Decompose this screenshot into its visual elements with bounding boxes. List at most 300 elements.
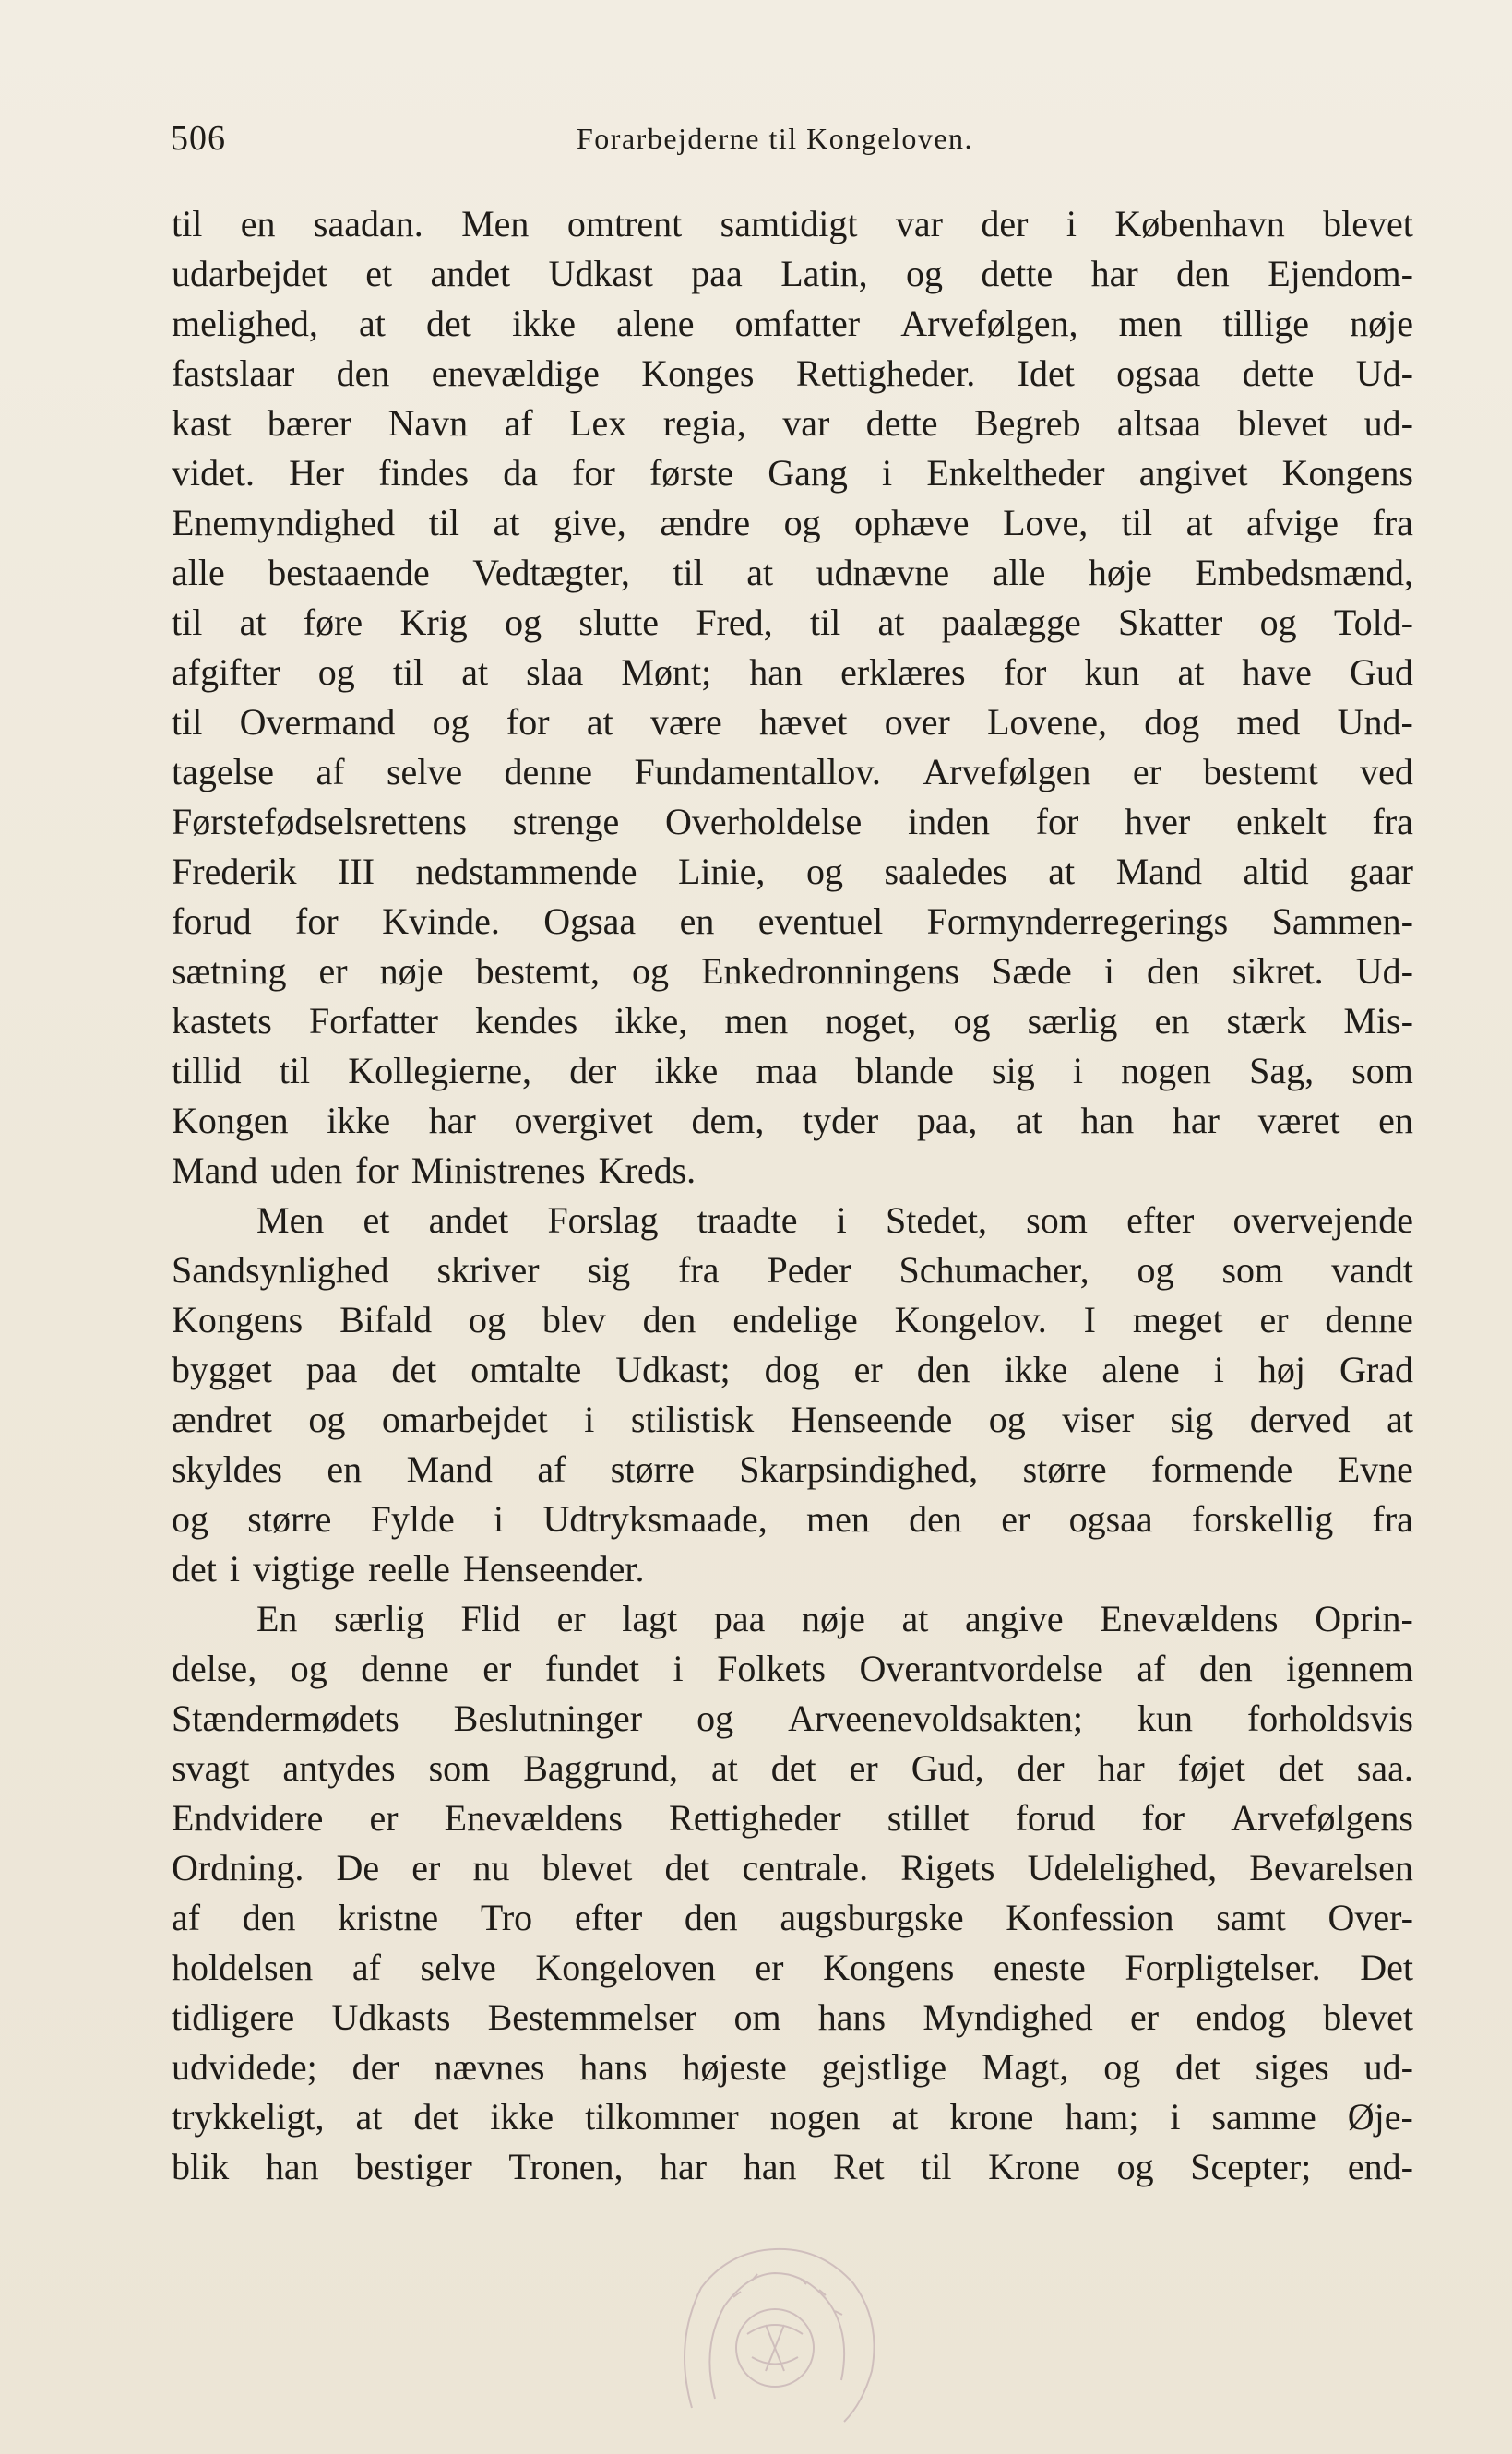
word: Krone: [988, 2146, 1081, 2187]
text-line: [172, 797, 1413, 847]
word: men: [806, 1498, 870, 1540]
word: er: [482, 1648, 512, 1689]
word: Stedet,: [885, 1199, 987, 1241]
word: ændre: [660, 502, 751, 543]
word: Mand: [172, 1150, 258, 1191]
word: for: [355, 1150, 399, 1191]
word: siges: [1255, 2046, 1329, 2088]
word: dog: [1144, 701, 1200, 743]
text-line: [172, 2043, 1413, 2092]
word: og: [172, 1498, 208, 1540]
word: til: [1121, 502, 1153, 543]
word: selve: [386, 751, 463, 792]
word: De: [336, 1847, 380, 1888]
word: udvidede;: [172, 2046, 317, 2088]
word: bestemt: [1203, 751, 1318, 792]
word: angivet: [1138, 452, 1248, 494]
word: det: [172, 1548, 217, 1590]
word: han: [1080, 1100, 1135, 1141]
text-line: [172, 648, 1413, 697]
word: Fred,: [696, 602, 773, 643]
word: har: [1097, 1747, 1145, 1789]
word: større: [1022, 1448, 1107, 1490]
text-line: [172, 1196, 1413, 1245]
word: en: [679, 900, 715, 942]
word: der: [569, 1050, 617, 1091]
word: blevet: [542, 1847, 633, 1888]
text-line: [172, 1046, 1413, 1096]
word: erklæres: [840, 651, 966, 693]
word: for: [1035, 801, 1079, 842]
text-line: [172, 1793, 1413, 1843]
word: som: [1221, 1249, 1284, 1291]
word: Frederik: [172, 851, 297, 892]
word: tilkommer: [585, 2096, 739, 2138]
text-line: [172, 996, 1413, 1046]
word: en: [327, 1448, 363, 1490]
word: større: [610, 1448, 695, 1490]
word: og: [308, 1399, 346, 1440]
word: blevet: [1323, 203, 1413, 244]
word: forskellig: [1191, 1498, 1334, 1540]
word: er: [556, 1598, 586, 1639]
word: af: [1137, 1648, 1166, 1689]
word: særlig: [334, 1598, 424, 1639]
word: til: [172, 701, 203, 743]
word: Magt,: [981, 2046, 1069, 2088]
word: omfatter: [734, 303, 861, 344]
word: enevældige: [431, 352, 600, 394]
word: vigtige: [253, 1548, 356, 1590]
word: Latin,: [780, 253, 868, 294]
word: svagt: [172, 1747, 250, 1789]
word: tyder: [803, 1100, 879, 1141]
word: have: [1242, 651, 1312, 693]
word: er: [1001, 1498, 1030, 1540]
word: dem,: [691, 1100, 765, 1141]
word: er: [755, 1947, 784, 1988]
word: den: [1176, 253, 1230, 294]
word: kun: [1137, 1698, 1193, 1739]
word: fra: [1372, 1498, 1413, 1540]
word: til: [921, 2146, 952, 2187]
word: Kongelov.: [894, 1299, 1047, 1340]
word: Folkets: [717, 1648, 826, 1689]
text-line: [172, 747, 1413, 797]
word: til: [392, 651, 424, 693]
text-line: [172, 1594, 1413, 1644]
word: Rettigheder: [669, 1797, 841, 1839]
word: er: [369, 1797, 399, 1839]
text-line: [172, 1445, 1413, 1495]
word: den: [1198, 1648, 1253, 1689]
word: Ogsaa: [543, 900, 637, 942]
word: den: [242, 1897, 296, 1938]
word: stillet: [887, 1797, 970, 1839]
word: af: [504, 402, 533, 444]
word: Vedtægter,: [472, 552, 630, 593]
word: Udkast: [548, 253, 653, 294]
word: den: [916, 1349, 970, 1390]
word: bestaaende: [268, 552, 430, 593]
text-line: [172, 548, 1413, 598]
word: at: [710, 1747, 738, 1789]
word: fra: [1372, 502, 1413, 543]
word: nøje: [379, 950, 444, 992]
word: og: [1137, 1249, 1174, 1291]
word: Henseende: [790, 1399, 953, 1440]
word: i: [1103, 950, 1114, 992]
word: men: [1118, 303, 1183, 344]
word: afgifter: [172, 651, 280, 693]
word: Overholdelse: [665, 801, 863, 842]
word: bestemt,: [475, 950, 600, 992]
word: af: [537, 1448, 566, 1490]
word: som: [1026, 1199, 1088, 1241]
word: Fundamentallov.: [634, 751, 881, 792]
word: Førstefødselsrettens: [172, 801, 467, 842]
word: er: [849, 1747, 878, 1789]
word: Ud-: [1355, 950, 1413, 992]
word: som: [428, 1747, 491, 1789]
word: nævnes: [434, 2046, 545, 2088]
word: alene: [1101, 1349, 1180, 1390]
word: for: [1003, 651, 1047, 693]
word: En: [256, 1598, 298, 1639]
word: selve: [420, 1947, 496, 1988]
word: og: [290, 1648, 327, 1689]
word: Ejendom-: [1268, 253, 1413, 294]
word: saaledes: [884, 851, 1007, 892]
word: for: [1141, 1797, 1185, 1839]
word: kastets: [172, 1000, 272, 1042]
word: uden: [270, 1150, 343, 1191]
word: en: [1378, 1100, 1413, 1141]
word: efter: [574, 1897, 643, 1938]
word: slutte: [578, 602, 660, 643]
word: blande: [855, 1050, 954, 1091]
word: Kongen: [172, 1100, 289, 1141]
word: som: [1351, 1050, 1413, 1091]
word: udarbejdet: [172, 253, 327, 294]
word: det: [1278, 1747, 1324, 1789]
word: ogsaa: [1116, 352, 1201, 394]
word: stilistisk: [630, 1399, 755, 1440]
word: i: [1213, 1349, 1224, 1390]
text-line: [172, 448, 1413, 498]
text-line: [172, 1943, 1413, 1993]
word: der: [981, 203, 1029, 244]
word: Skarpsindighed,: [739, 1448, 979, 1490]
text-line: [172, 199, 1413, 249]
word: Ordning.: [172, 1847, 304, 1888]
word: ikke: [512, 303, 576, 344]
word: for: [572, 452, 615, 494]
word: og: [468, 1299, 506, 1340]
word: høj: [1257, 1349, 1306, 1390]
word: eneste: [993, 1947, 1086, 1988]
word: Henseender.: [462, 1548, 645, 1590]
word: ved: [1360, 751, 1413, 792]
word: denne: [504, 751, 593, 792]
word: han: [743, 2146, 797, 2187]
text-line: [172, 1893, 1413, 1943]
page-number: 506: [171, 119, 226, 158]
word: er: [411, 1847, 441, 1888]
word: i: [882, 452, 893, 494]
word: Rigets: [900, 1847, 995, 1888]
word: omtalte: [470, 1349, 582, 1390]
word: andet: [428, 1199, 509, 1241]
word: men: [724, 1000, 789, 1042]
word: paa: [713, 1598, 766, 1639]
word: Det: [1360, 1947, 1413, 1988]
word: Her: [289, 452, 345, 494]
word: dette: [981, 253, 1054, 294]
word: Men: [256, 1199, 325, 1241]
word: det: [1175, 2046, 1220, 2088]
word: med: [1236, 701, 1301, 743]
word: og: [432, 701, 470, 743]
word: og: [696, 1698, 734, 1739]
word: forud: [1015, 1797, 1096, 1839]
word: Fylde: [370, 1498, 455, 1540]
word: saa.: [1356, 1747, 1413, 1789]
word: videt.: [172, 452, 255, 494]
word: gaar: [1350, 851, 1413, 892]
word: er: [1132, 751, 1161, 792]
word: det: [770, 1747, 816, 1789]
word: reelle: [368, 1548, 450, 1590]
text-line: [172, 947, 1413, 996]
word: omtrent: [566, 203, 683, 244]
word: sig: [1170, 1399, 1214, 1440]
word: været: [1257, 1100, 1340, 1141]
word: ikke: [1004, 1349, 1068, 1390]
text-line: [172, 1993, 1413, 2043]
word: og: [317, 651, 355, 693]
word: nogen: [769, 2096, 861, 2138]
word: lagt: [622, 1598, 678, 1639]
word: ogsaa: [1068, 1498, 1153, 1540]
text-line: [172, 847, 1413, 897]
word: derved: [1249, 1399, 1351, 1440]
word: at: [746, 552, 774, 593]
word: overgivet: [514, 1100, 653, 1141]
word: meget: [1132, 1299, 1223, 1340]
word: Udelelighed,: [1027, 1847, 1218, 1888]
word: har: [660, 2146, 708, 2187]
text-line: [172, 1744, 1413, 1793]
word: blev: [542, 1299, 606, 1340]
word: at: [877, 602, 905, 643]
word: Udkasts: [331, 1996, 451, 2038]
word: i: [836, 1199, 847, 1241]
running-title: Forarbejderne til Kongeloven.: [577, 122, 974, 155]
word: den: [642, 1299, 696, 1340]
word: altsaa: [1116, 402, 1201, 444]
word: og: [906, 253, 944, 294]
text-line: [172, 1295, 1413, 1345]
word: centrale.: [742, 1847, 869, 1888]
word: hans: [579, 2046, 648, 2088]
body-text: [172, 199, 1413, 2192]
word: Enemyndighed: [172, 502, 396, 543]
word: Idet: [1017, 352, 1075, 394]
word: i: [1072, 1050, 1083, 1091]
word: blevet: [1323, 1996, 1413, 2038]
word: om: [733, 1996, 781, 2038]
word: et: [363, 1199, 390, 1241]
word: Gang: [768, 452, 848, 494]
word: og: [632, 950, 670, 992]
word: antydes: [282, 1747, 396, 1789]
word: augsburgske: [780, 1897, 964, 1938]
word: en: [1154, 1000, 1190, 1042]
word: ophæve: [854, 502, 970, 543]
word: den: [909, 1498, 962, 1540]
word: Forslag: [547, 1199, 659, 1241]
word: til: [279, 1050, 311, 1091]
word: det: [426, 303, 471, 344]
word: at: [1185, 502, 1213, 543]
word: Mand: [1115, 851, 1203, 892]
text-line: [172, 2092, 1413, 2142]
word: Schumacher,: [899, 1249, 1089, 1291]
word: samtidigt: [720, 203, 858, 244]
word: København: [1114, 203, 1285, 244]
word: Enkedronningens: [701, 950, 960, 992]
word: og: [505, 602, 542, 643]
word: det: [664, 1847, 710, 1888]
word: ændret: [172, 1399, 272, 1440]
word: høje: [1088, 552, 1152, 593]
word: alle: [172, 552, 225, 593]
word: inden: [908, 801, 990, 842]
word: Kongens: [172, 1299, 304, 1340]
word: i: [673, 1648, 684, 1689]
word: Sæde: [992, 950, 1072, 992]
text-line: [172, 2142, 1413, 2192]
word: Kreds.: [598, 1150, 696, 1191]
word: vandt: [1331, 1249, 1413, 1291]
word: alle: [992, 552, 1046, 593]
word: nøje: [802, 1598, 865, 1639]
word: noget,: [825, 1000, 917, 1042]
word: den: [1147, 950, 1200, 992]
word: forholdsvis: [1246, 1698, 1413, 1739]
text-line: [172, 1644, 1413, 1694]
word: Udkast;: [615, 1349, 731, 1390]
word: og: [988, 1399, 1026, 1440]
word: Gud,: [911, 1747, 984, 1789]
word: Begreb: [973, 402, 1081, 444]
word: bygget: [172, 1349, 272, 1390]
word: stærk: [1226, 1000, 1307, 1042]
word: at: [355, 2096, 383, 2138]
word: i: [1066, 203, 1077, 244]
word: til: [172, 203, 203, 244]
word: krone: [949, 2096, 1034, 2138]
word: end-: [1347, 2146, 1413, 2187]
text-line: [172, 498, 1413, 548]
word: nogen: [1121, 1050, 1211, 1091]
word: Gud: [1349, 651, 1413, 693]
word: Mand: [406, 1448, 493, 1490]
word: Over-: [1327, 1897, 1413, 1938]
word: denne: [361, 1648, 449, 1689]
word: særlig: [1027, 1000, 1118, 1042]
word: ikke: [654, 1050, 719, 1091]
word: tagelse: [172, 751, 275, 792]
word: at: [901, 1598, 929, 1639]
word: sætning: [172, 950, 287, 992]
word: enkelt: [1236, 801, 1327, 842]
word: Sag,: [1249, 1050, 1315, 1091]
word: tillid: [172, 1050, 242, 1091]
word: forud: [172, 900, 252, 942]
word: ud-: [1363, 402, 1413, 444]
text-line: [172, 1096, 1413, 1146]
word: Oprin-: [1315, 1598, 1413, 1639]
word: give,: [553, 502, 626, 543]
word: findes: [378, 452, 470, 494]
word: Øje-: [1347, 2096, 1413, 2138]
word: han: [749, 651, 804, 693]
word: afvige: [1246, 502, 1339, 543]
word: var: [782, 402, 830, 444]
text-line: [172, 399, 1413, 448]
text-line: [172, 1146, 1413, 1196]
word: hver: [1125, 801, 1191, 842]
word: føre: [303, 602, 363, 643]
word: at: [359, 303, 386, 344]
word: er: [318, 950, 348, 992]
word: paa,: [916, 1100, 978, 1141]
word: Scepter;: [1190, 2146, 1312, 2187]
word: Kongens: [823, 1947, 955, 1988]
word: at: [891, 2096, 919, 2138]
word: omarbejdet: [381, 1399, 548, 1440]
word: Forfatter: [309, 1000, 438, 1042]
text-line: [172, 897, 1413, 947]
word: har: [1172, 1100, 1220, 1141]
word: skriver: [436, 1249, 540, 1291]
word: ikke: [490, 2096, 554, 2138]
word: af: [172, 1897, 201, 1938]
word: af: [315, 751, 345, 792]
word: hævet: [758, 701, 848, 743]
word: altid: [1243, 851, 1309, 892]
word: samme: [1211, 2096, 1316, 2138]
word: og: [953, 1000, 991, 1042]
word: at: [493, 502, 520, 543]
word: Formynderregerings: [926, 900, 1229, 942]
word: og: [805, 851, 843, 892]
word: Und-: [1337, 701, 1413, 743]
word: andet: [430, 253, 511, 294]
word: trykkeligt,: [172, 2096, 325, 2138]
word: overvejende: [1232, 1199, 1413, 1241]
word: fra: [1372, 801, 1413, 842]
text-line: [172, 1843, 1413, 1893]
word: Rettigheder.: [795, 352, 976, 394]
word: Bevarelsen: [1249, 1847, 1413, 1888]
word: den: [336, 352, 390, 394]
word: over: [884, 701, 950, 743]
word: nøje: [1350, 303, 1413, 344]
word: at: [1177, 651, 1205, 693]
